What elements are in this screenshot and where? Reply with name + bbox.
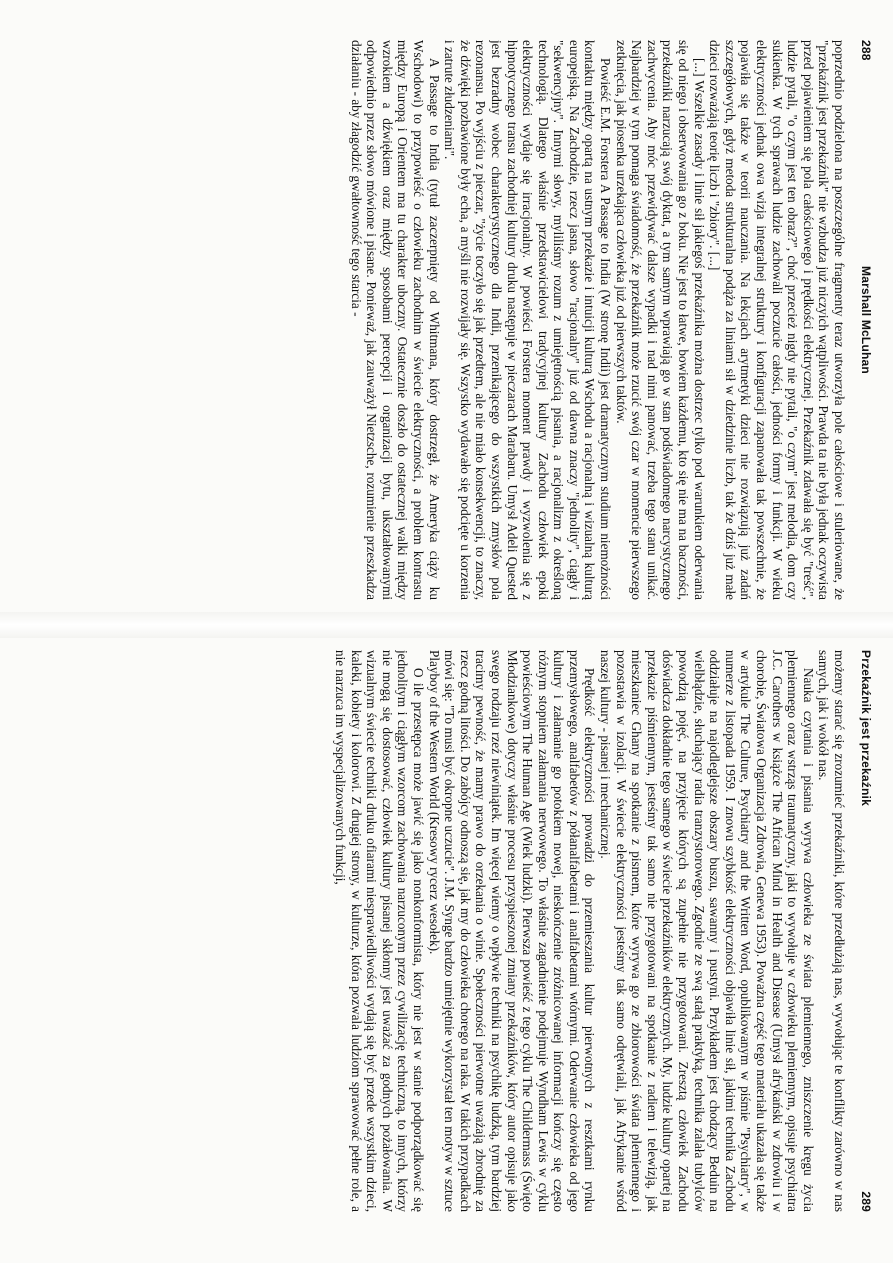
right-page [0,650,893,1212]
right-page-number: 289 [859,1191,873,1212]
left-page-number: 288 [859,40,873,61]
left-running-head [855,40,873,600]
paragraph: Nauka czytania i pisania wyrywa człowieka ze świata plemiennego, zniszczenie kręgu życia plemiennego oraz wstrząs traumatyczny, jaki to wywołuje w człowieku plemiennym, opisuje psychiatra J.C. Carothers w książce The African Mind in Health and Disease (Umysł afrykański w zdrowiu i w chorobie, Światowa Organizacja Zdrowia, Genewa 1953). Poważna część tego materiału ukazała się także w artykule The Culture, Psychiatry and the Written Word, opublikowanym w piśmie "Psychiatry", w numerze z listopada 1959. I znowu szybkość elektryczności objawiła linie sił, jakimi technika Zachodu oddziałuje na najodleglejsze obszary buszu, sawanny i pustyni. Przykładem jest chodzący Beduin na wielbłądzie, słuchający radia tranzystorowego. Zgodnie ze swą stałą praktyką, technika zalała tubylców powodzią pojęć, na przyjęcie których są zupełnie nie przygotowani. Zresztą człowiek Zachodu doświadcza dokładnie tego samego w świecie przekaźników elektrycznych. My, ludzie kultury opartej na przekazie piśmiennym, jesteśmy tak samo nie przygotowani na spotkanie z radiem i telewizją, jak mieszkaniec Ghany na spotkanie z pismem, które wyrywa go ze zbiorowości świata plemiennego i pozostawia w izolacji. W świecie elektryczności jesteśmy tak samo odrętwiali, jak Afrykanie wśród naszej kultury - pisanej i mechanicznej. [598,650,816,1212]
paragraph: O ile przestępca może jawić się jako nonkonformista, który nie jest w stanie podporządkować się jednolitym i ciągłym wzorcom zachowania narzuconym przez cywilizację techniczną, to innych, którzy nie mogą się dostosować, człowiek kultury pisanej skłonny jest uważać za godnych pożałowania. W wizualnym świecie techniki druku ofiarami niesprawiedliwości wydają się być przede wszystkim dzieci, kaleki, kobiety i kolorowi. Z drugiej strony, w kulturze, która pozwala ludziom sprawować pełne role, a nie narzuca im wyspecjalizowanych funkcji, [333,650,426,1212]
right-page-body [18,650,847,1212]
right-running-head [855,650,873,1212]
left-page [0,40,893,600]
paragraph: [...] Wszelkie zasady i linie sił jakiegoś przekaźnika można dostrzec tylko pod warunkiem oderwania się od niego i obserwowania go z boku. Nie jest to łatwe, bowiem każdemu, kto się nie ma na baczności, przekaźniki narzucają swój dyktat, a tym samym wprawiają go w stan podświadomego narcystycznego zachwycenia. Aby móc przewidywać dalsze wypadki i nad nimi panować, trzeba tego stanu unikać. Najbardziej w tym pomaga świadomość, że przekaźnik może rzucić swój czar w momencie pierwszego zetknięcia, jak piosenka urzekająca człowieka już od pierwszych taktów. [613,40,707,600]
right-running-title: Przekaźnik jest przekaźnik [859,650,873,806]
paragraph: Powieść E.M. Forstera A Passage to India (W stronę Indii) jest dramatycznym studium niemożności kontaktu między opartą na ustnym przekazie i intuicji kulturą Wschodu a racjonalną i wizualną kulturą europejską. Na Zachodzie, rzecz jasna, słowo "racjonalny" już od dawna znaczy "jednolity", ciągły i "sekwencyjny". Innymi słowy, myliliśmy rozum z umiejętnością pisania, a racjonalizm z określoną technologią. Dlatego właśnie przedstawicielowi tradycyjnej kultury Zachodu człowiek epoki elektryczności wydaje się irracjonalny. W powieści Forstera moment prawdy i wyzwolenia się z hipnotycznego transu zachodniej kultury druku następuje w pieczarach Marabaru. Umysł Adeli Quested jest bezradny wobec charakterystycznego dla Indii, przenikającego do wszystkich zmysłów pola rezonansu. Po wyjściu z pieczar, "życie toczyło się jak przedtem, ale nie miało konsekwencji, to znaczy, że dźwięki pozbawione były echa, a myśli nie rozwijały się. Wszystko wydawało się podcięte u korzenia i zatrute złudzeniami". [442,40,614,600]
left-running-title: Marshall McLuhan [859,266,873,374]
left-page-body [18,40,847,600]
paragraph: poprzednio podzielona na poszczególne fragmenty teraz utworzyła pole całościowe i stuleriowane, że "przekaźnik jest przekaźnik" nie wzbudza już niczyich wątpliwości. Prawda ta nie była jednak oczywista przed pojawieniem się pola całościowego i prędkości elektrycznej. Przekaźnik zdawała się być "treść", ludzie pytali, "o czym jest ten obraz?", choć przecież nigdy nie pytali, "o czym" jest melodia, dom czy sukienka. W tych sprawach ludzie zachowali poczucie całości, jedności formy i funkcji. W wieku elektryczności jednak owa wizja integralnej struktury i konfiguracji zapanowała tak powszechnie, że pojawiła się także w teorii nauczania. Na lekcjach arytmetyki dzieci nie rozwiązują już zadań szczegółowych, gdyż metoda strukturalna podąża za liniami sił w dziedzinie liczb, tak że dziś już małe dzieci rozważają teorię liczb i "zbiory". [...] [707,40,847,600]
book-gutter [0,612,893,638]
paragraph: Prędkość elektryczności prowadzi do przemieszania kultur pierwotnych z resztkami rynku przemysłowego, analfabetów z półanalfabetami i analfabetami wtórnymi. Oderwanie człowieka od jego kultury i załamanie go potokiem nowej, nieskończenie zróżnicowanej informacji kończy się często różnym stopniem załamania nerwowego. To właśnie zagadnienie podejmuje Wyndham Lewis w cyklu powieściowym The Human Age (Wiek ludzki). Pierwsza powieść z tego cyklu The Childermass (Święto Młodziankowe) dotyczy właśnie procesu przyspieszonej zmiany przekaźników, który autor opisuje jako swego rodzaju rzeź niewiniątek. Im więcej wiemy o wpływie techniki na psychikę ludzką, tym bardziej tracimy pewność, że mamy prawo do orzekania o winie. Społeczności pierwotne uważają zbrodnię za rzecz godną litości. Do zabójcy odnoszą się, jak my do człowieka chorego na raka. W takich przypadkach mówi się: "To musi być okropne uczucie". J.M. Synge bardzo umiejętnie wykorzystał ten motyw w sztuce Playboy of the Western World (Kresowy rycerz wesołek). [426,650,598,1212]
paragraph: A Passage to India (tytuł zaczerpnięty od Whitmana, który dostrzegł, że Ameryka ciąży ku Wschodowi) to przypowieść o człowieku zachodnim w świecie elektryczności, a problem kontrastu między Europą i Orientem ma tu charakter uboczny. Ostatecznie doszło do ostatecznej walki między wzrokiem a dźwiękiem oraz między sposobami percepcji i organizacji bytu, ukształtowanymi odpowiednio przez słowo mówione i pisane. Ponieważ, jak zauważył Nietzsche, rozumienie przeszkadza działaniu - aby złagodzić gwałtowność tego starcia - [348,40,442,600]
paragraph: możemy starać się zrozumieć przekaźniki, które przedłużają nas, wywołując te konflikty zarówno w nas samych, jak i wokół nas. [816,650,847,1212]
